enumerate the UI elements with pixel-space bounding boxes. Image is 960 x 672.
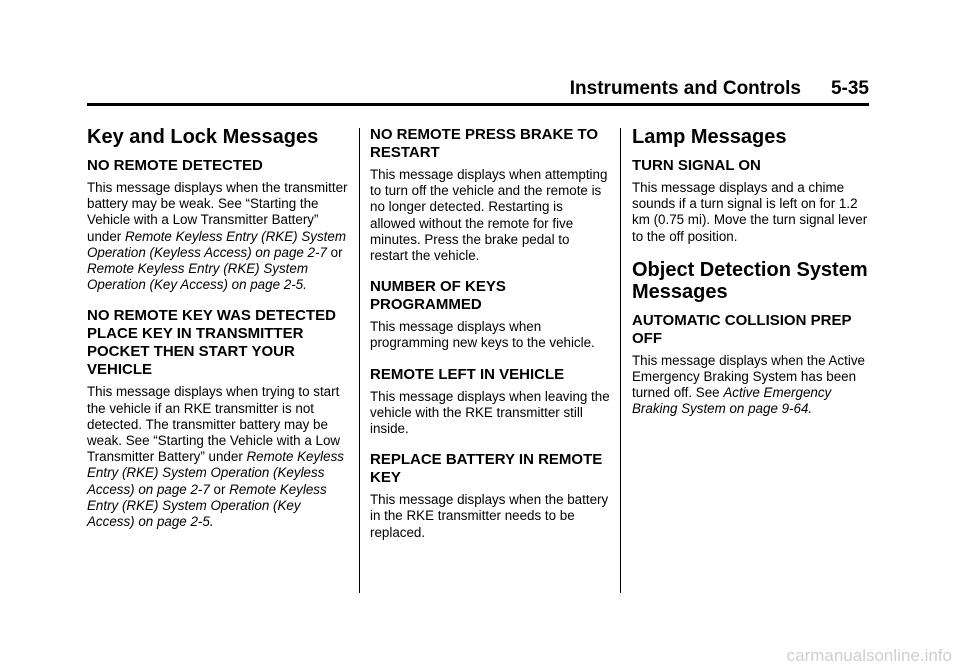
number-of-keys-text: This message displays when programming new keys to the vehicle.: [370, 319, 595, 351]
no-remote-detected-heading: NO REMOTE DETECTED: [87, 157, 263, 174]
collision-prep-text: This message displays when the Active Emergency Braking System has been turned off. See Active Emergency Braking System on page 9-64.: [632, 352, 865, 417]
collision-prep-heading: AUTOMATIC COLLISION PREP OFF: [632, 311, 852, 347]
column-divider-2: [620, 128, 621, 593]
replace-battery-heading: REPLACE BATTERY IN REMOTE KEY: [370, 451, 603, 487]
rke-key-ref[interactable]: Remote Keyless Entry (RKE) System Operation (Key Access) on page 2-5.: [87, 261, 309, 293]
page-header: [0, 78, 869, 100]
header-rule: [87, 103, 869, 106]
no-remote-detected-text: This message displays when the transmitter battery may be weak. See “Starting the Vehicle with a Low Transmitter Battery” under Remote Keyless Entry (RKE) System Operation (Keyless Access) on page 2-7 or Remote Keyless Entry (RKE) System Operation (Key Access) on page 2-5.: [87, 180, 348, 293]
no-remote-key-text: This message displays when trying to start the vehicle if an RKE transmitter is not detected. The transmitter battery may be weak. See “Starting the Vehicle with a Low Transmitter Battery” under Remote Keyless Entry (RKE) System Operation (Keyless Access) on page 2-7 or Remote Keyless Entry (RKE) System Operation (Key Access) on page 2-5.: [87, 384, 344, 530]
remote-left-heading: REMOTE LEFT IN VEHICLE: [370, 365, 565, 383]
no-remote-press-brake-heading: NO REMOTE PRESS BRAKE TO RESTART: [370, 126, 599, 161]
remote-left-text: This message displays when leaving the vehicle with the RKE transmitter still inside.: [370, 388, 610, 437]
column-1: [87, 126, 349, 540]
turn-signal-heading: TURN SIGNAL ON: [632, 157, 761, 174]
no-remote-key-heading: NO REMOTE KEY WAS DETECTED PLACE KEY IN TRANSMITTER POCKET THEN START YOUR VEHICLE: [87, 307, 336, 379]
replace-battery-text: This message displays when the battery in the RKE transmitter needs to be replaced.: [370, 492, 609, 540]
page-number: 5-35: [830, 78, 869, 99]
rke-key-ref-2[interactable]: Remote Keyless Entry (RKE) System Operation (Key Access) on page 2-5.: [87, 481, 327, 530]
turn-signal-text: This message displays and a chime sounds if a turn signal is left on for 1.2 km (0.75 mi). Move the turn signal lever to the off position.: [632, 180, 868, 244]
number-of-keys-heading: NUMBER OF KEYS PROGRAMMED: [370, 278, 506, 314]
column-3: [632, 126, 872, 428]
lamp-messages-title: Lamp Messages: [632, 126, 787, 148]
column-2: [370, 126, 610, 551]
no-remote-press-brake-text: This message displays when attempting to turn off the vehicle and the remote is no longer detected. Restarting is allowed without the remote for five minutes. Press the brake pedal to restart the vehicle.: [370, 167, 608, 264]
key-lock-messages-title: Key and Lock Messages: [87, 126, 319, 148]
rke-keyless-ref-2[interactable]: Remote Keyless Entry (RKE) System Operation (Keyless Access) on page 2-7: [87, 449, 344, 497]
column-divider-1: [359, 128, 360, 593]
rke-keyless-ref[interactable]: Remote Keyless Entry (RKE) System Operation (Keyless Access) on page 2-7: [87, 228, 346, 260]
watermark: carmanualsonline.info: [786, 646, 952, 665]
section-title: Instruments and Controls: [569, 78, 801, 99]
active-braking-ref[interactable]: Active Emergency Braking System on page 9-64.: [632, 385, 832, 417]
object-detection-title: Object Detection System Messages: [632, 258, 868, 303]
